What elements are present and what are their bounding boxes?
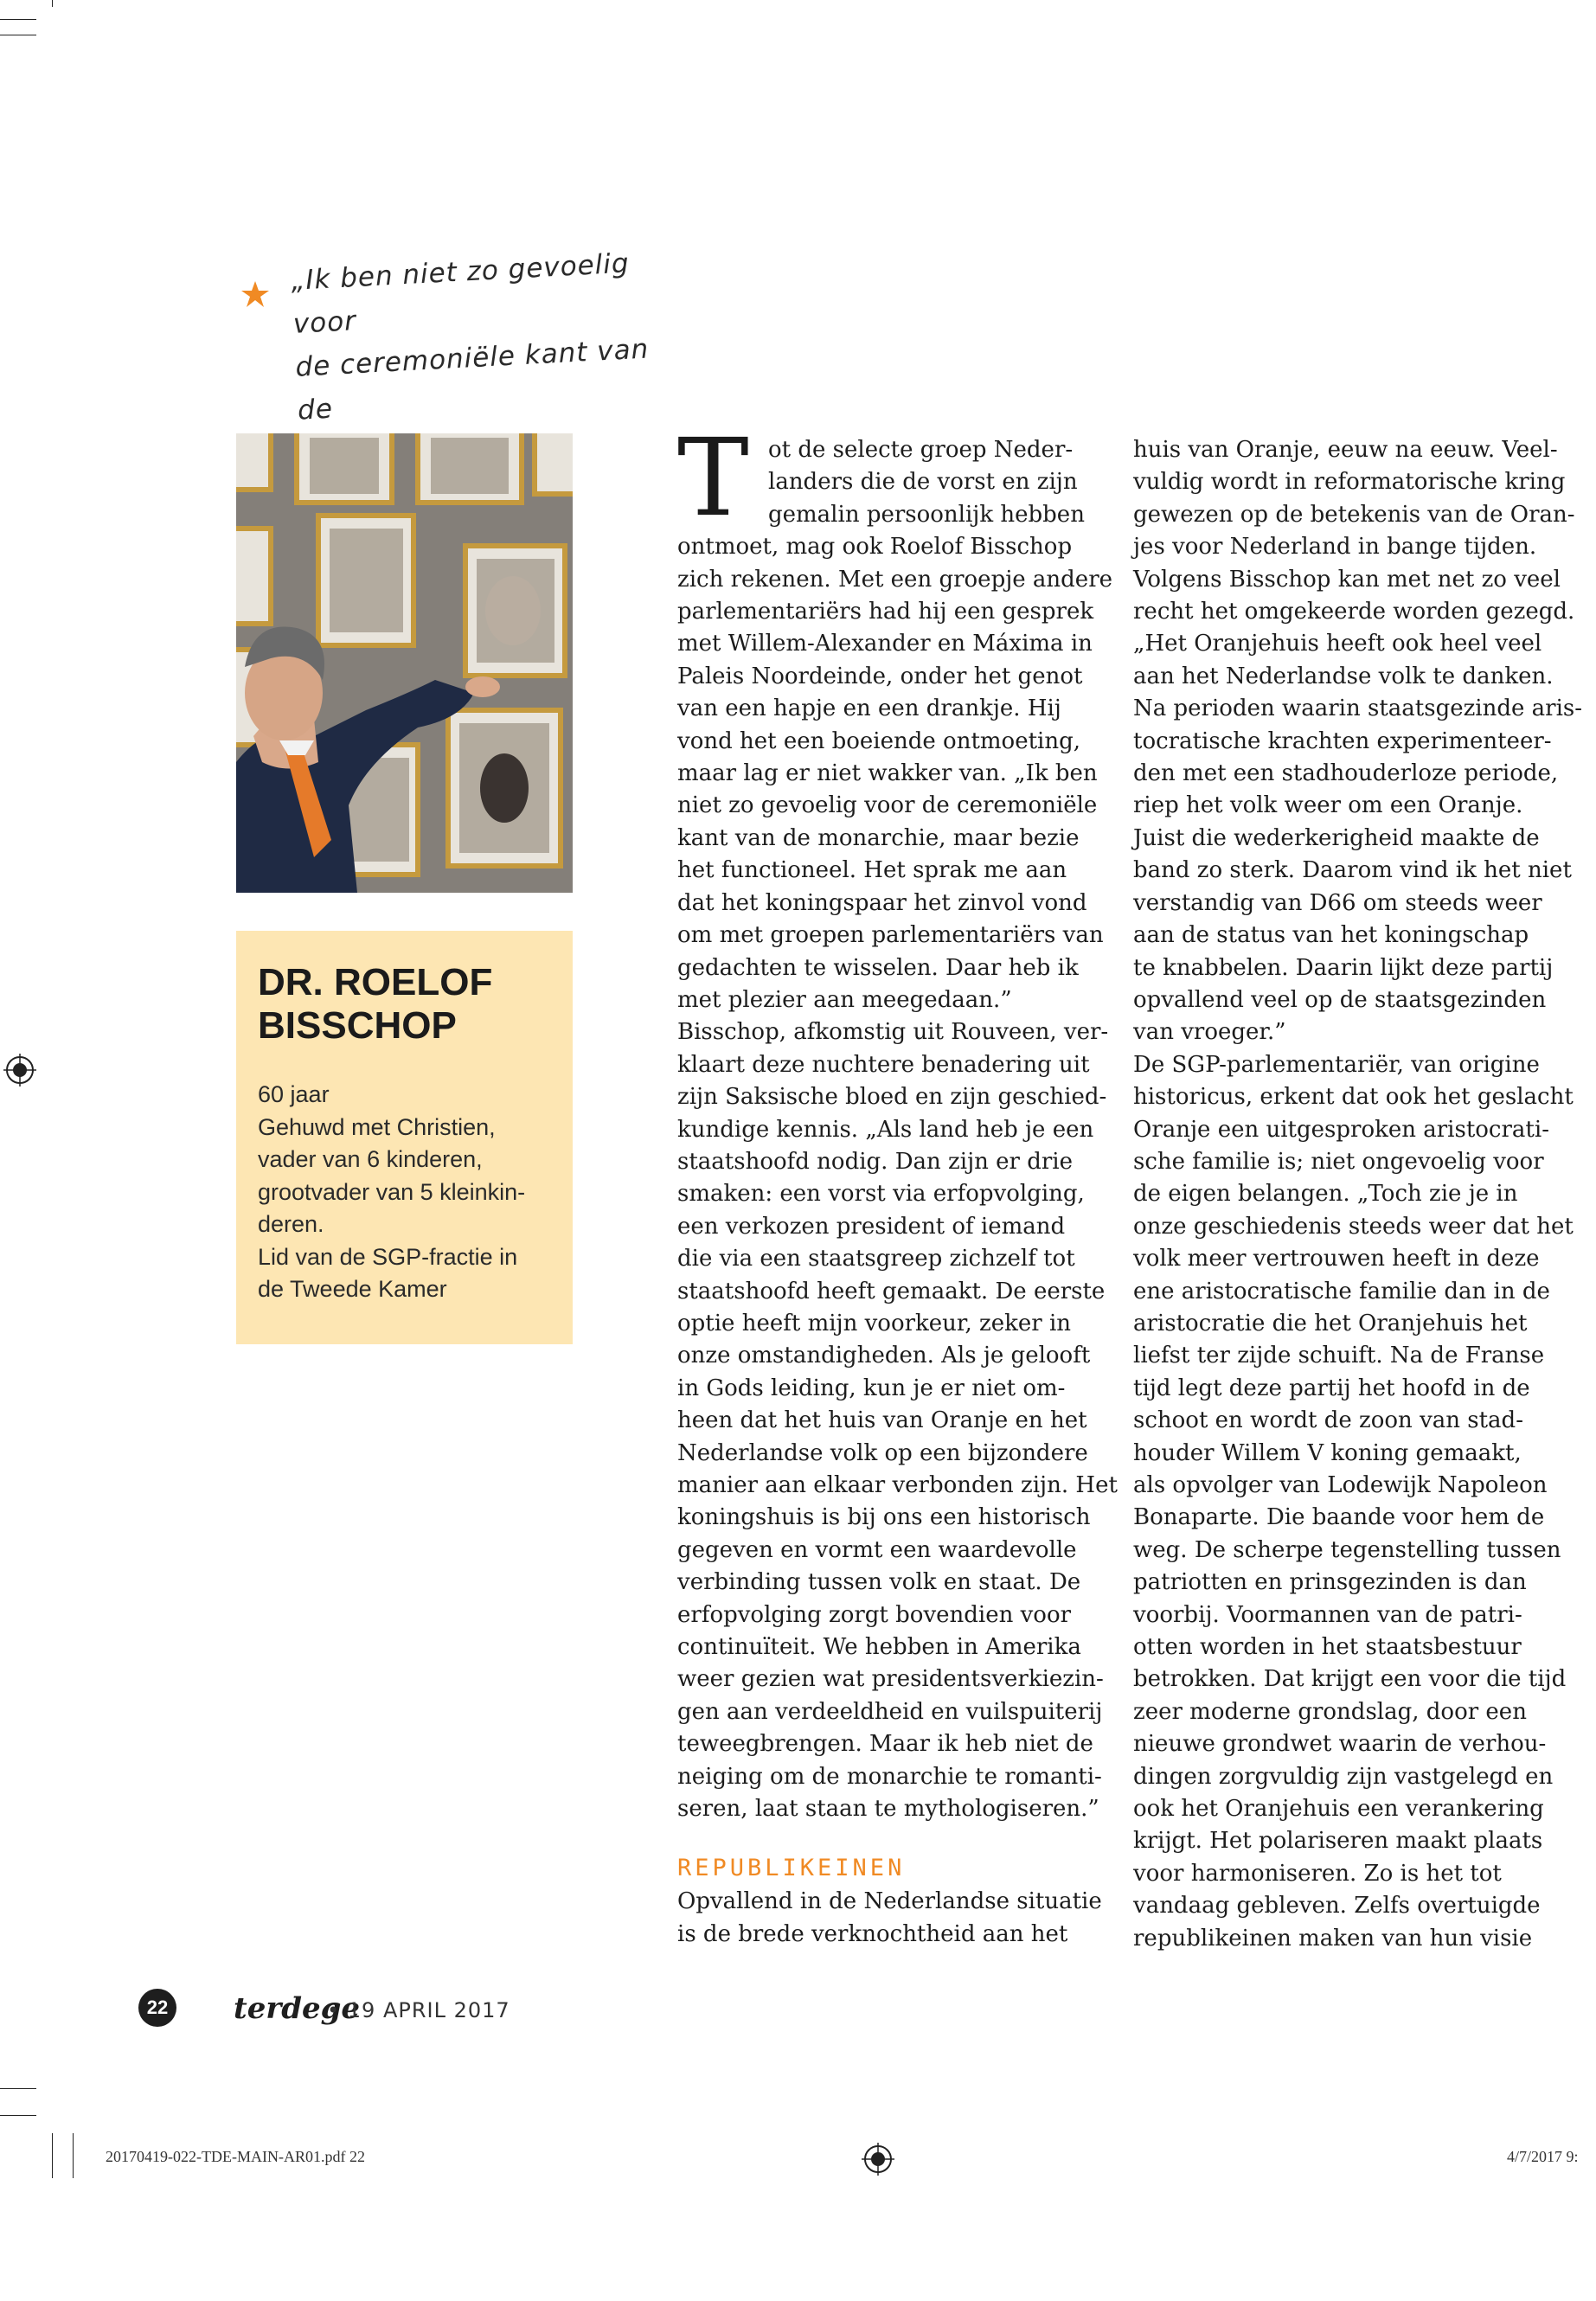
article-line: gedachten te wisselen. Daar heb ik [677, 954, 1079, 981]
pull-quote-line: de ceremoniële kant van de [294, 333, 651, 426]
article-line: teweegbrengen. Maar ik heb niet de [677, 1731, 1093, 1758]
pull-quote-line: „Ik ben niet zo gevoelig voor [290, 247, 631, 340]
article-line: het functioneel. Het sprak me aan [677, 857, 1067, 884]
issue-date: • 19 APRIL 2017 [327, 1998, 510, 2022]
article-line: vond het een boeiende ontmoeting, [677, 727, 1081, 754]
article-line: ene aristocratische familie dan in de [1133, 1278, 1550, 1304]
profile-fact: grootvader van 5 kleinkin- [258, 1178, 526, 1205]
article-line: seren, laat staan te mythologiseren.” [677, 1796, 1099, 1823]
article-line: aan het Nederlandse volk te danken. [1133, 663, 1554, 689]
article-line: de eigen belangen. „Toch zie je in [1133, 1181, 1518, 1208]
article-line: volk meer vertrouwen heeft in deze [1133, 1246, 1540, 1272]
profile-fact: 60 jaar [258, 1081, 330, 1107]
article-line: gemalin persoonlijk hebben [768, 501, 1085, 528]
article-line: historicus, erkent dat ook het geslacht [1133, 1084, 1574, 1111]
article-line: is de brede verknochtheid aan het [677, 1920, 1068, 1947]
article-line: ot de selecte groep Neder- [768, 437, 1074, 463]
article-line: Bisschop, afkomstig uit Rouveen, ver- [677, 1019, 1109, 1046]
article-line: Opvallend in de Nederlandse situatie [677, 1888, 1102, 1915]
article-line: van vroeger.” [1133, 1019, 1286, 1046]
article-line: van een hapje en een drankje. Hij [677, 695, 1061, 722]
drop-cap: T [677, 416, 749, 541]
article-line: zeer moderne grondslag, door een [1133, 1698, 1527, 1725]
article-line: zich rekenen. Met een groepje andere [677, 566, 1113, 593]
article-line: gewezen op de betekenis van de Oran- [1133, 501, 1575, 528]
article-line: weer gezien wat presidentsverkiezin- [677, 1666, 1104, 1693]
profile-name-line: DR. ROELOF [258, 961, 493, 1003]
article-line: optie heeft mijn voorkeur, zeker in [677, 1310, 1071, 1336]
article-line: met plezier aan meegedaan.” [677, 986, 1012, 1013]
profile-fact: de Tweede Kamer [258, 1276, 447, 1302]
article-line: parlementariërs had hij een gesprek [677, 599, 1094, 625]
crop-mark [73, 2133, 74, 2178]
article-line: een verkozen president of iemand [677, 1213, 1066, 1240]
article-line: staatshoofd heeft gemaakt. De eerste [677, 1278, 1106, 1304]
article-column-1 [677, 434, 1118, 1951]
page-number: 22 [138, 1989, 176, 2027]
article-line: riep het volk weer om een Oranje. [1133, 792, 1523, 819]
article-line: verstandig van D66 om steeds weer [1133, 889, 1542, 916]
article-body [1133, 434, 1583, 1955]
profile-infobox [236, 931, 573, 1344]
article-line: nieuwe grondwet waarin de verhou- [1133, 1731, 1547, 1758]
article-line: manier aan elkaar verbonden zijn. Het [677, 1472, 1118, 1498]
print-slug-date: 4/7/2017 9: [1507, 2148, 1579, 2165]
article-line: republikeinen maken van hun visie [1133, 1925, 1533, 1952]
article-line: verbinding tussen volk en staat. De [677, 1569, 1081, 1596]
article-line: kundige kennis. „Als land heb je een [677, 1116, 1094, 1143]
article-line: neiging om de monarchie te romanti- [677, 1763, 1102, 1790]
crop-mark [0, 2115, 36, 2116]
article-line: vuldig wordt in reformatorische kring [1133, 469, 1566, 496]
article-line: die via een staatsgreep zichzelf tot [677, 1246, 1075, 1272]
article-line: band zo sterk. Daarom vind ik het niet [1133, 857, 1572, 884]
article-line: schoot en wordt de zoon van stad- [1133, 1407, 1523, 1434]
star-icon [240, 279, 270, 309]
article-line: weg. De scherpe tegenstelling tussen [1133, 1536, 1561, 1563]
article-line: Nederlandse volk op een bijzondere [677, 1439, 1088, 1466]
article-line: liefst ter zijde schuift. Na de Franse [1133, 1343, 1545, 1369]
article-line: tocratische krachten experimenteer- [1133, 727, 1552, 754]
article-line: om met groepen parlementariërs van [677, 922, 1104, 949]
article-column-2 [1133, 434, 1583, 1955]
article-line: otten worden in het staatsbestuur [1133, 1634, 1522, 1661]
article-line: niet zo gevoelig voor de ceremoniële [677, 792, 1098, 819]
article-line: zijn Saksische bloed en zijn geschied- [677, 1084, 1107, 1111]
portrait-photo [236, 433, 573, 893]
article-line: betrokken. Dat krijgt een voor die tijd [1133, 1666, 1567, 1693]
article-line: vandaag gebleven. Zelfs overtuigde [1133, 1893, 1541, 1920]
magazine-logo: terdege [234, 1991, 361, 2026]
crop-mark [0, 2088, 36, 2089]
article-line: De SGP-parlementariër, van origine [1133, 1051, 1540, 1078]
profile-facts [258, 1079, 551, 1306]
article-line: koningshuis is bij ons een historisch [677, 1504, 1091, 1531]
article-line: in Gods leiding, kun je er niet om- [677, 1375, 1066, 1401]
article-line: aristocratie die het Oranjehuis het [1133, 1310, 1528, 1336]
article-line: opvallend veel op de staatsgezinden [1133, 986, 1547, 1013]
profile-fact: deren. [258, 1211, 324, 1237]
article-line: klaart deze nuchtere benadering uit [677, 1051, 1090, 1078]
article-line: smaken: een vorst via erfopvolging, [677, 1181, 1085, 1208]
article-line: heen dat het huis van Oranje en het [677, 1407, 1087, 1434]
article-line: aan de status van het koningschap [1133, 922, 1529, 949]
article-line: „Het Oranjehuis heeft ook heel veel [1133, 631, 1542, 657]
article-line: gen aan verdeeldheid en vuilspuiterij [677, 1698, 1103, 1725]
article-line: continuïteit. We hebben in Amerika [677, 1634, 1081, 1661]
registration-mark-icon [862, 2143, 894, 2176]
section-subheading: REPUBLIKEINEN [677, 1855, 906, 1882]
article-line: dingen zorgvuldig zijn vastgelegd en [1133, 1763, 1554, 1790]
article-line: Volgens Bisschop kan met net zo veel [1133, 566, 1561, 593]
article-line: onze omstandigheden. Als je gelooft [677, 1343, 1091, 1369]
crop-mark [52, 0, 53, 7]
article-line: huis van Oranje, eeuw na eeuw. Veel- [1133, 437, 1558, 463]
article-line: den met een stadhouderloze periode, [1133, 760, 1559, 787]
article-line: als opvolger van Lodewijk Napoleon [1133, 1472, 1548, 1498]
profile-fact: Gehuwd met Christien, [258, 1113, 496, 1140]
article-line: voor harmoniseren. Zo is het tot [1133, 1860, 1502, 1887]
crop-mark [0, 19, 36, 20]
print-slug: 20170419-022-TDE-MAIN-AR01.pdf 22 [106, 2148, 365, 2165]
profile-fact: vader van 6 kinderen, [258, 1146, 483, 1172]
article-line: dat het koningspaar het zinvol vond [677, 889, 1087, 916]
article-line: met Willem-Alexander en Máxima in [677, 631, 1093, 657]
profile-name [258, 961, 551, 1048]
article-line: voorbij. Voormannen van de patri- [1133, 1601, 1522, 1628]
article-line: recht het omgekeerde worden gezegd. [1133, 599, 1575, 625]
article-line: tijd legt deze partij het hoofd in de [1133, 1375, 1530, 1401]
registration-mark-icon [3, 1054, 36, 1086]
article-line: Oranje een uitgesproken aristocrati- [1133, 1116, 1549, 1143]
article-line: Bonaparte. Die baande voor hem de [1133, 1504, 1545, 1531]
article-line: sche familie is; niet ongevoelig voor [1133, 1148, 1544, 1175]
article-line: Na perioden waarin staatsgezinde aris- [1133, 695, 1583, 722]
crop-mark [52, 2133, 53, 2178]
article-line: patriotten en prinsgezinden is dan [1133, 1569, 1527, 1596]
article-line: erfopvolging zorgt bovendien voor [677, 1601, 1072, 1628]
profile-name-line: BISSCHOP [258, 1004, 457, 1047]
portrait-photo-illustration [236, 433, 573, 893]
article-line: Juist die wederkerigheid maakte de [1133, 824, 1540, 851]
article-line: houder Willem V koning gemaakt, [1133, 1439, 1522, 1466]
article-line: jes voor Nederland in bange tijden. [1133, 534, 1537, 561]
article-line: landers die de vorst en zijn [768, 469, 1078, 496]
article-line: onze geschiedenis steeds weer dat het [1133, 1213, 1574, 1240]
article-line: kant van de monarchie, maar bezie [677, 824, 1080, 851]
article-line: ook het Oranjehuis een verankering [1133, 1796, 1544, 1823]
article-body [677, 531, 1118, 1825]
article-line: krijgt. Het polariseren maakt plaats [1133, 1828, 1543, 1855]
article-line: ontmoet, mag ook Roelof Bisschop [677, 534, 1073, 561]
article-line: te knabbelen. Daarin lijkt deze partij [1133, 954, 1554, 981]
article-line: gegeven en vormt een waardevolle [677, 1536, 1077, 1563]
article-line: staatshoofd nodig. Dan zijn er drie [677, 1148, 1073, 1175]
profile-fact: Lid van de SGP-fractie in [258, 1243, 518, 1270]
article-line: maar lag er niet wakker van. „Ik ben [677, 760, 1098, 787]
article-line: Paleis Noordeinde, onder het genot [677, 663, 1083, 689]
